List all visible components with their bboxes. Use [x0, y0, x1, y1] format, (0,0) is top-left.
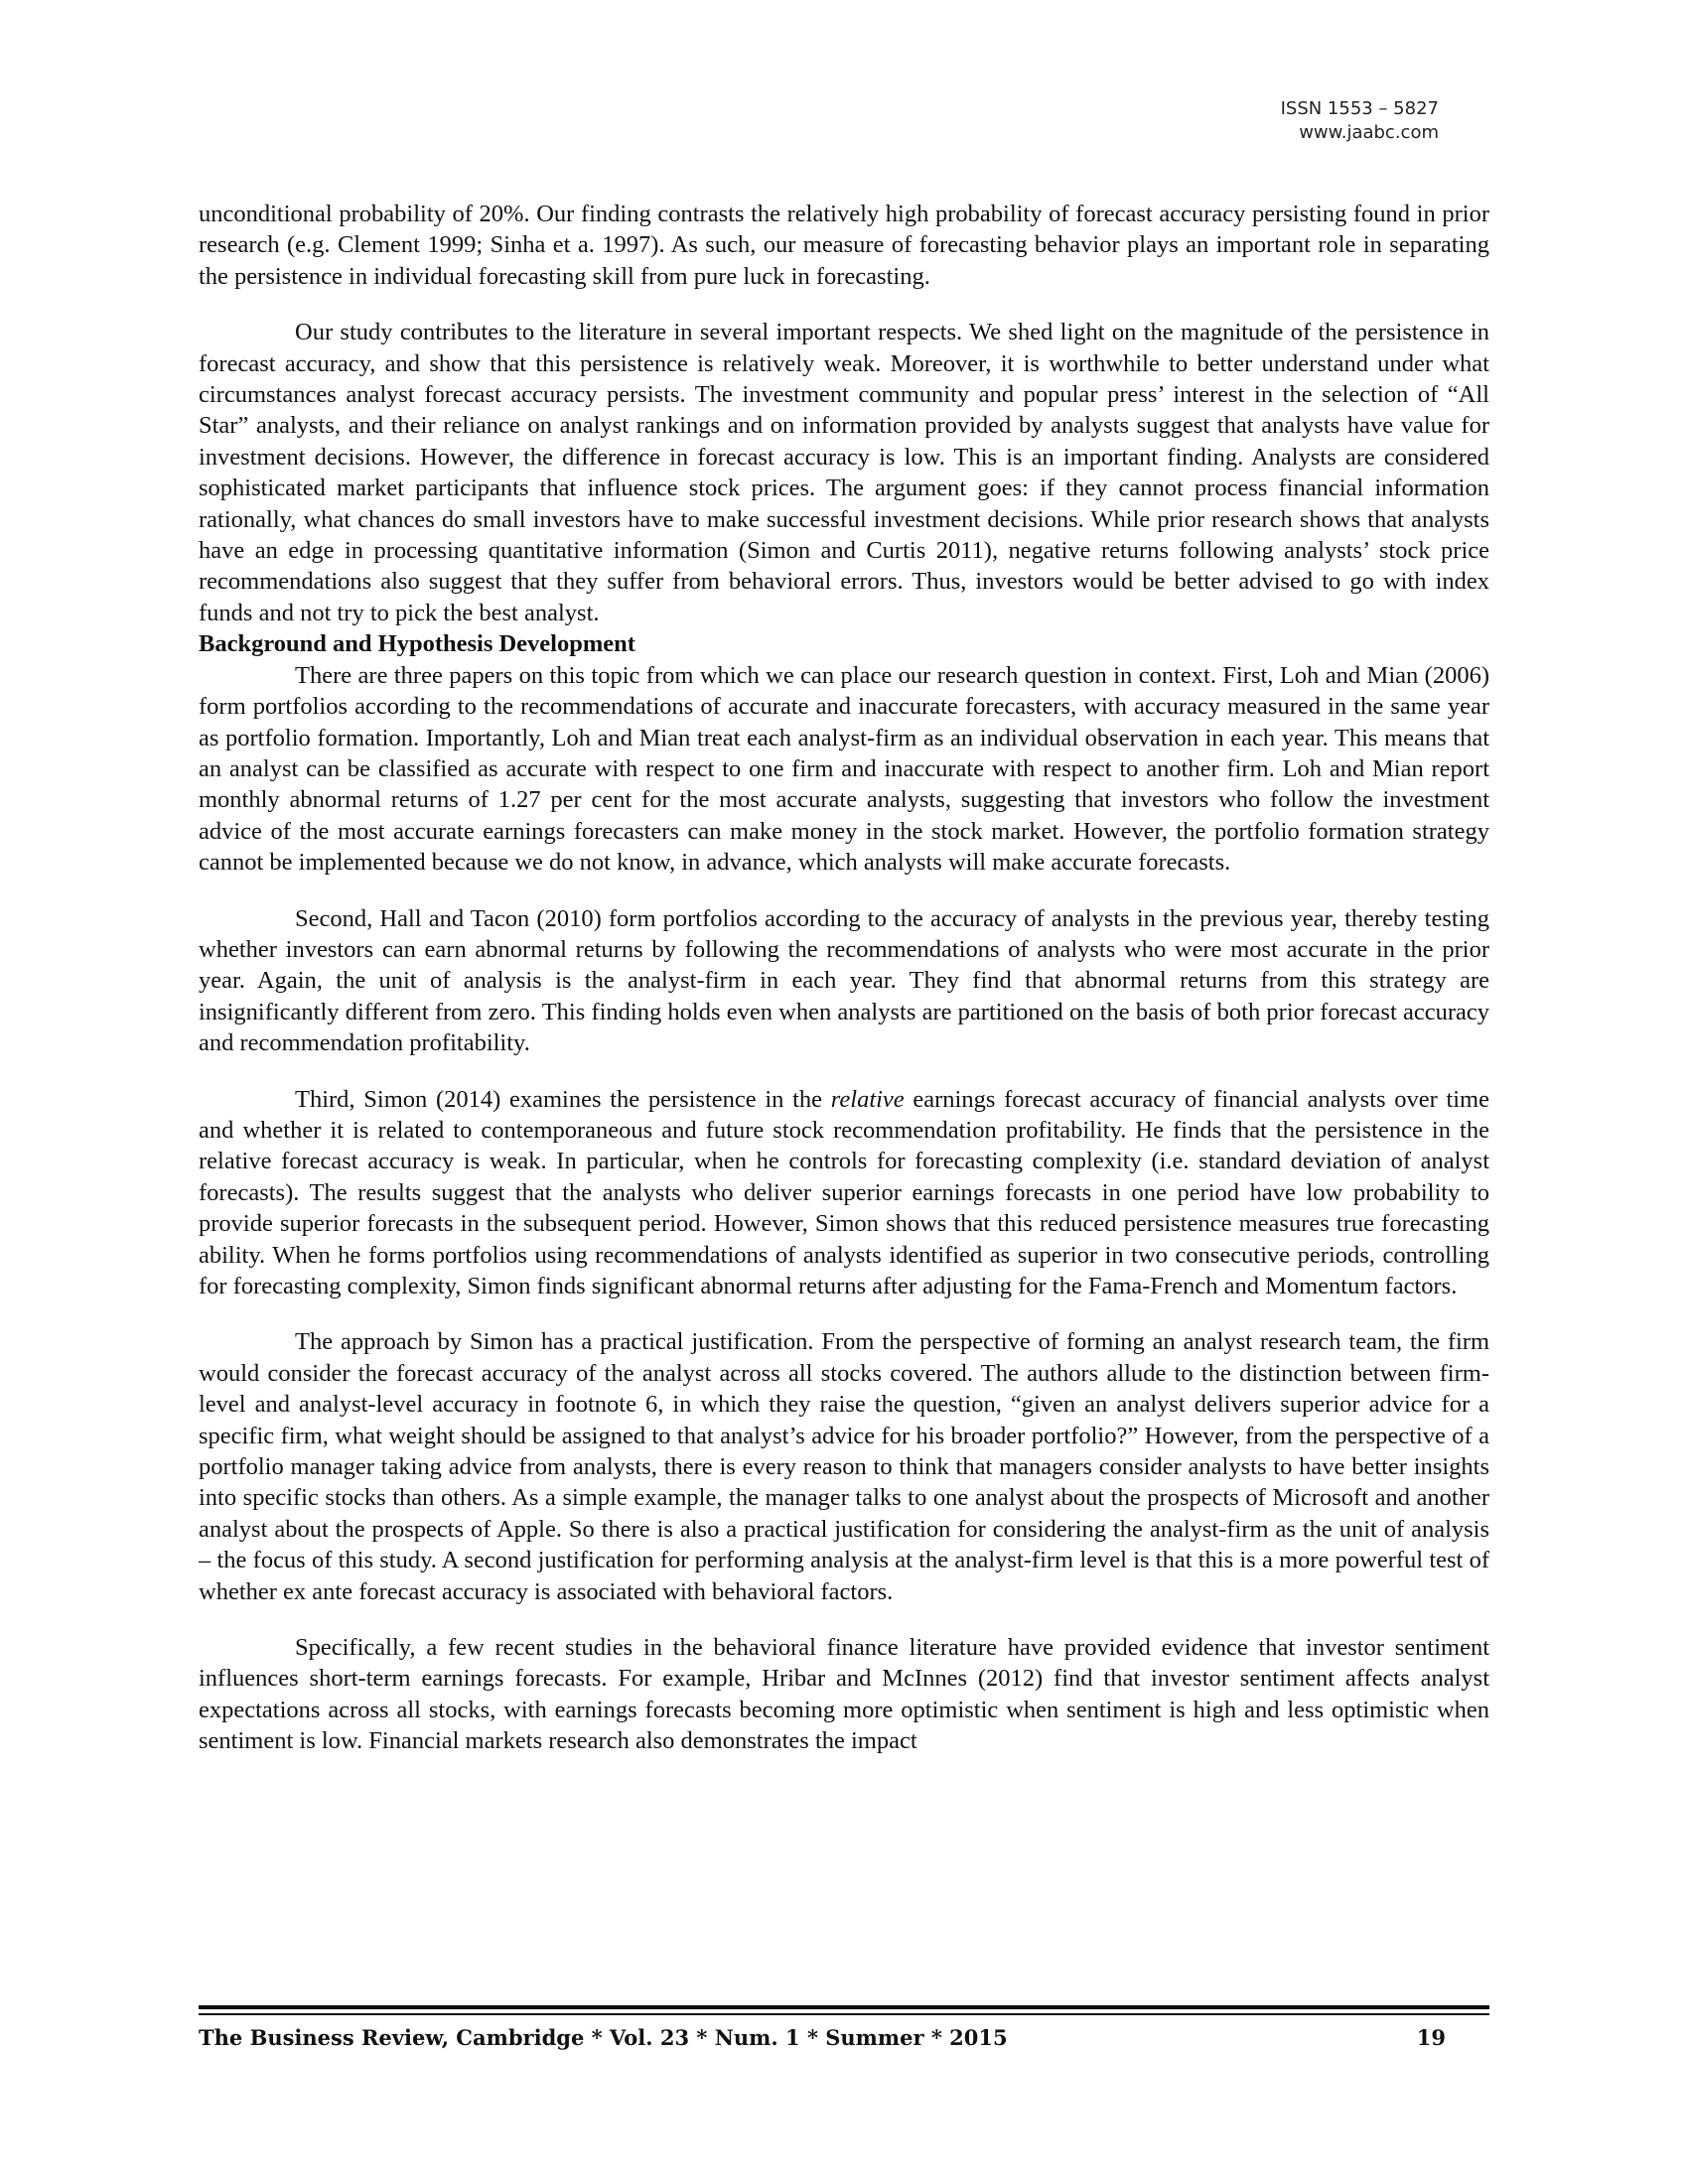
paragraph-5-end: earnings forecast accuracy of financial analysts over time and whether it is related to contemporaneous and future stock recommendation profitability. He finds that the persistence in the relative forecast accuracy is weak. In particular, when he controls for forecasting complexity (i.e. standard deviation of analyst forecasts). The results suggest that the analysts who deliver superior earnings forecasts in one period have low probability to provide superior forecasts in the subsequent period. However, Simon shows that this reduced persistence measures true forecasting ability. When he forms portfolios using recommendations of analysts identified as superior in two consecutive periods, controlling for forecasting complexity, Simon finds significant abnormal returns after adjusting for the Fama-French and Momentum factors.	[199, 1085, 1489, 1299]
paragraph-3: There are three papers on this topic from which we can place our research question in context. First, Loh and Mian (2006) form portfolios according to the recommendations of accurate and inaccurate forecasters, with accuracy measured in the same year as portfolio formation. Importantly, Loh and Mian treat each analyst-firm as an individual observation in each year. This means that an analyst can be classified as accurate with respect to one firm and inaccurate with respect to another firm. Loh and Mian report monthly abnormal returns of 1.27 per cent for the most accurate analysts, suggesting that investors who follow the investment advice of the most accurate earnings forecasters can make money in the stock market. However, the portfolio formation strategy cannot be implemented because we do not know, in advance, which analysts will make accurate forecasts.	[199, 661, 1489, 877]
issn-text: ISSN 1553 – 5827	[1280, 98, 1439, 119]
footer-journal: The Business Review, Cambridge * Vol. 23 * Num. 1 * Summer * 2015	[199, 2025, 1008, 2050]
paragraph-5-start: Third, Simon (2014) examines the persistence in the	[295, 1085, 831, 1113]
running-header	[1281, 97, 1439, 145]
paragraph-7: Specifically, a few recent studies in the behavioral finance literature have provided evidence that investor sentiment influences short-term earnings forecasts. For example, Hribar and McInnes (2012) find that investor sentiment affects analyst expectations across all stocks, with earnings forecasts becoming more optimistic when sentiment is high and less optimistic when sentiment is low. Financial markets research also demonstrates the impact	[199, 1634, 1489, 1755]
footer-rule-thick	[199, 2005, 1489, 2009]
page-number: 19	[1416, 2025, 1446, 2050]
section-heading: Background and Hypothesis Development	[199, 630, 635, 658]
article-body	[199, 199, 1489, 1757]
paragraph-5-italic: relative	[830, 1085, 905, 1113]
paragraph-6: The approach by Simon has a practical justification. From the perspective of forming an analyst research team, the firm would consider the forecast accuracy of the analyst across all stocks covered. The authors allude to the distinction between firm-level and analyst-level accuracy in footnote 6, in which they raise the question, “given an analyst delivers superior advice for a specific firm, what weight should be assigned to that analyst’s advice for his broader portfolio?” However, from the perspective of a portfolio manager taking advice from analysts, there is every reason to think that managers consider analysts to have better insights into specific stocks than others. As a simple example, the manager talks to one analyst about the prospects of Microsoft and another analyst about the prospects of Apple. So there is also a practical justification for considering the analyst-firm as the unit of analysis – the focus of this study. A second justification for performing analysis at the analyst-firm level is that this is a more powerful test of whether ex ante forecast accuracy is associated with behavioral factors.	[199, 1328, 1489, 1605]
footer-rule-thin	[199, 2013, 1489, 2015]
paragraph-1: unconditional probability of 20%. Our finding contrasts the relatively high probability of forecast accuracy persisting found in prior research (e.g. Clement 1999; Sinha et a. 1997). As such, our measure of forecasting behavior plays an important role in separating the persistence in individual forecasting skill from pure luck in forecasting.	[199, 201, 1489, 290]
paragraph-4: Second, Hall and Tacon (2010) form portfolios according to the accuracy of analysts in the previous year, thereby testing whether investors can earn abnormal returns by following the recommendations of analysts who were most accurate in the prior year. Again, the unit of analysis is the analyst-firm in each year. They find that abnormal returns from this strategy are insignificantly different from zero. This finding holds even when analysts are partitioned on the basis of both prior forecast accuracy and recommendation profitability.	[199, 904, 1489, 1057]
paragraph-5	[199, 1084, 1489, 1302]
website-text: www.jaabc.com	[1299, 122, 1439, 143]
paragraph-2: Our study contributes to the literature in several important respects. We shed light on the magnitude of the persistence in forecast accuracy, and show that this persistence is relatively weak. Moreover, it is worthwhile to better understand under what circumstances analyst forecast accuracy persists. The investment community and popular press’ interest in the selection of “All Star” analysts, and their reliance on analyst rankings and on information provided by analysts suggest that analysts have value for investment decisions. However, the difference in forecast accuracy is low. This is an important finding. Analysts are considered sophisticated market participants that influence stock prices. The argument goes: if they cannot process financial information rationally, what chances do small investors have to make successful investment decisions. While prior research shows that analysts have an edge in processing quantitative information (Simon and Curtis 2011), negative returns following analysts’ stock price recommendations also suggest that they suffer from behavioral errors. Thus, investors would be better advised to go with index funds and not try to pick the best analyst.	[199, 319, 1489, 626]
